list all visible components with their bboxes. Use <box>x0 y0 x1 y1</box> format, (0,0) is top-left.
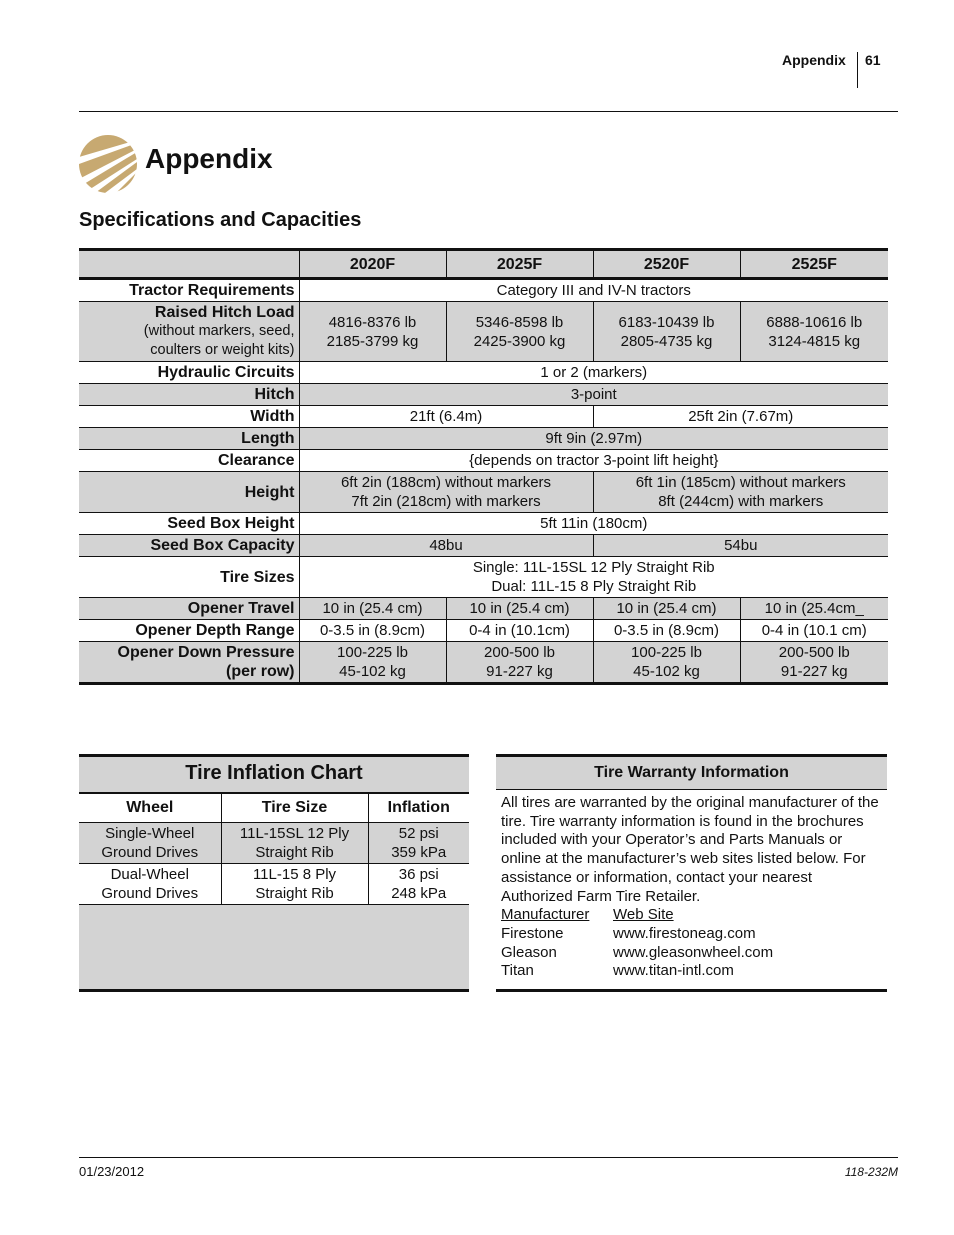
spec-label: Opener Depth Range <box>79 620 299 642</box>
cell-line: Single-Wheel <box>105 825 195 842</box>
cell-line: 248 kPa <box>391 885 447 902</box>
spec-label: Length <box>79 428 299 450</box>
tire-chart-header-row <box>79 794 469 823</box>
tire-chart-row <box>79 823 469 864</box>
spec-value: 0-4 in (10.1 cm) <box>740 620 888 642</box>
cell-line: Straight Rib <box>255 844 334 861</box>
spec-row-length <box>79 428 888 450</box>
spec-value: 10 in (25.4 cm) <box>299 598 446 620</box>
cell-line: 359 kPa <box>391 844 447 861</box>
cell-line: Ground Drives <box>101 844 199 861</box>
spec-row-hydraulic-circuits <box>79 362 888 384</box>
tire-chart-header: Inflation <box>368 794 469 823</box>
manufacturer-row <box>501 925 773 944</box>
warranty-text: All tires are warranted by the original manufacturer of the tire. Tire warranty information is found in the brochures included with your Operator’s and Parts Manuals or online at the manufacturer’s web sites listed below. For assistance or information, contact your nearest Authorized Farm Tire Retailer. <box>501 794 879 905</box>
value-line: 7ft 2in (218cm) with markers <box>351 493 541 510</box>
tire-chart-header: Tire Size <box>221 794 368 823</box>
manufacturer-website: www.gleasonwheel.com <box>613 943 774 961</box>
value-line: Single: 11L-15SL 12 Ply Straight Rib <box>472 559 715 576</box>
spec-label <box>79 302 299 362</box>
spec-value: 10 in (25.4cm_ <box>740 598 888 620</box>
spec-value: 9ft 9in (2.97m) <box>299 428 888 450</box>
cell-line: 11L-15SL 12 Ply <box>239 825 350 842</box>
model-header: 2020F <box>299 250 446 279</box>
spec-value: 54bu <box>593 535 888 557</box>
spec-value: 0-3.5 in (8.9cm) <box>299 620 446 642</box>
cell-line: Ground Drives <box>101 885 199 902</box>
tire-chart-row <box>79 864 469 905</box>
tire-size <box>221 823 368 864</box>
footer-rule <box>79 1157 898 1158</box>
value-lb: 6183-10439 lb <box>618 313 715 331</box>
header-divider <box>857 52 858 88</box>
value-line: 8ft (244cm) with markers <box>658 493 824 510</box>
model-header: 2525F <box>740 250 888 279</box>
spec-label-line: (per row) <box>226 663 295 680</box>
footer-date: 01/23/2012 <box>79 1164 145 1179</box>
model-header: 2520F <box>593 250 740 279</box>
value-lb: 200-500 lb <box>778 644 850 661</box>
spec-row-seed-box-height <box>79 513 888 535</box>
brand-logo-icon <box>79 135 137 193</box>
spec-label: Tire Sizes <box>79 557 299 598</box>
spec-label: Clearance <box>79 450 299 472</box>
manufacturer-table <box>501 906 773 981</box>
manufacturer-row <box>501 944 773 963</box>
cell-line: 52 psi <box>398 825 439 842</box>
manufacturer-website: www.titan-intl.com <box>613 962 734 980</box>
value-lb: 5346-8598 lb <box>475 313 564 331</box>
spec-label-main: Raised Hitch Load <box>154 304 295 321</box>
spec-row-width <box>79 406 888 428</box>
tire-size <box>221 864 368 905</box>
spec-label: Opener Travel <box>79 598 299 620</box>
spec-row-tractor-requirements <box>79 279 888 302</box>
spec-row-clearance <box>79 450 888 472</box>
spec-row-tire-sizes <box>79 557 888 598</box>
spec-value <box>593 302 740 362</box>
website-column-header: Web Site <box>613 906 674 924</box>
tire-inflation <box>368 864 469 905</box>
spec-row-opener-travel <box>79 598 888 620</box>
tire-chart-table <box>79 794 469 905</box>
specifications-table <box>79 248 888 685</box>
spec-label: Height <box>79 472 299 513</box>
spec-header-blank <box>79 250 299 279</box>
spec-label: Seed Box Capacity <box>79 535 299 557</box>
cell-line: 36 psi <box>398 866 439 883</box>
spec-value: 21ft (6.4m) <box>299 406 593 428</box>
tire-wheel <box>79 864 221 905</box>
spec-row-opener-down-pressure <box>79 642 888 684</box>
value-lb: 100-225 lb <box>337 644 408 661</box>
value-line: 6ft 1in (185cm) without markers <box>635 474 846 491</box>
cell-line: Straight Rib <box>255 885 334 902</box>
spec-value: 25ft 2in (7.67m) <box>593 406 888 428</box>
value-lb: 6888-10616 lb <box>766 313 863 331</box>
value-kg: 2425-3900 kg <box>473 332 566 350</box>
spec-label: Seed Box Height <box>79 513 299 535</box>
footer-document-number: 118-232M <box>844 1165 898 1179</box>
spec-value <box>593 642 740 684</box>
manufacturer-name: Titan <box>501 962 534 980</box>
spec-header-row <box>79 250 888 279</box>
spec-value: 10 in (25.4 cm) <box>593 598 740 620</box>
spec-value: Category III and IV-N tractors <box>299 279 888 302</box>
manufacturer-header-row <box>501 906 773 925</box>
tire-chart-header: Wheel <box>79 794 221 823</box>
tire-chart-title: Tire Inflation Chart <box>79 757 469 794</box>
value-line: 6ft 2in (188cm) without markers <box>340 474 552 491</box>
section-subtitle: Specifications and Capacities <box>79 209 362 231</box>
spec-value <box>299 557 888 598</box>
spec-value <box>740 642 888 684</box>
spec-value <box>740 302 888 362</box>
cell-line: Dual-Wheel <box>110 866 189 883</box>
spec-value <box>299 302 446 362</box>
spec-value: 3-point <box>299 384 888 406</box>
spec-value: 5ft 11in (180cm) <box>299 513 888 535</box>
value-kg: 2185-3799 kg <box>326 332 419 350</box>
spec-label-note: (without markers, seed, <box>143 323 295 339</box>
spec-value: 1 or 2 (markers) <box>299 362 888 384</box>
manufacturer-row <box>501 962 773 981</box>
spec-label <box>79 642 299 684</box>
spec-value: 0-4 in (10.1cm) <box>446 620 593 642</box>
warranty-title: Tire Warranty Information <box>496 757 887 790</box>
header-rule <box>79 111 898 112</box>
manufacturer-name: Gleason <box>501 943 557 961</box>
spec-value <box>446 642 593 684</box>
spec-value: 10 in (25.4 cm) <box>446 598 593 620</box>
page-title: Appendix <box>145 143 273 174</box>
spec-label: Hitch <box>79 384 299 406</box>
value-kg: 91-227 kg <box>780 663 848 680</box>
spec-row-opener-depth-range <box>79 620 888 642</box>
value-kg: 3124-4815 kg <box>768 332 861 350</box>
value-lb: 4816-8376 lb <box>328 313 417 331</box>
spec-row-seed-box-capacity <box>79 535 888 557</box>
tire-inflation <box>368 823 469 864</box>
value-lb: 200-500 lb <box>484 644 555 661</box>
page-number: 61 <box>865 52 881 68</box>
cell-line: 11L-15 8 Ply <box>252 866 337 883</box>
manufacturer-name: Firestone <box>501 924 564 942</box>
spec-label-note: coulters or weight kits) <box>150 342 295 358</box>
spec-value <box>593 472 888 513</box>
spec-row-hitch <box>79 384 888 406</box>
value-kg: 45-102 kg <box>339 663 406 680</box>
manufacturer-website: www.firestoneag.com <box>613 924 756 942</box>
value-kg: 2805-4735 kg <box>620 332 713 350</box>
header-section-title: Appendix <box>782 52 846 68</box>
spec-value: 48bu <box>299 535 593 557</box>
value-kg: 45-102 kg <box>633 663 700 680</box>
tire-warranty-box <box>496 754 887 992</box>
manufacturer-column-header: Manufacturer <box>501 906 590 924</box>
model-header: 2025F <box>446 250 593 279</box>
spec-row-raised-hitch-load <box>79 302 888 362</box>
tire-inflation-chart <box>79 754 469 992</box>
spec-row-height <box>79 472 888 513</box>
spec-value: 0-3.5 in (8.9cm) <box>593 620 740 642</box>
spec-value <box>446 302 593 362</box>
spec-label: Tractor Requirements <box>79 279 299 302</box>
spec-value: {depends on tractor 3-point lift height} <box>299 450 888 472</box>
spec-value <box>299 642 446 684</box>
value-kg: 91-227 kg <box>486 663 553 680</box>
spec-label-line: Opener Down Pressure <box>117 644 295 661</box>
spec-label: Width <box>79 406 299 428</box>
spec-label: Hydraulic Circuits <box>79 362 299 384</box>
value-lb: 100-225 lb <box>631 644 702 661</box>
tire-wheel <box>79 823 221 864</box>
spec-value <box>299 472 593 513</box>
value-line: Dual: 11L-15 8 Ply Straight Rib <box>491 578 697 595</box>
